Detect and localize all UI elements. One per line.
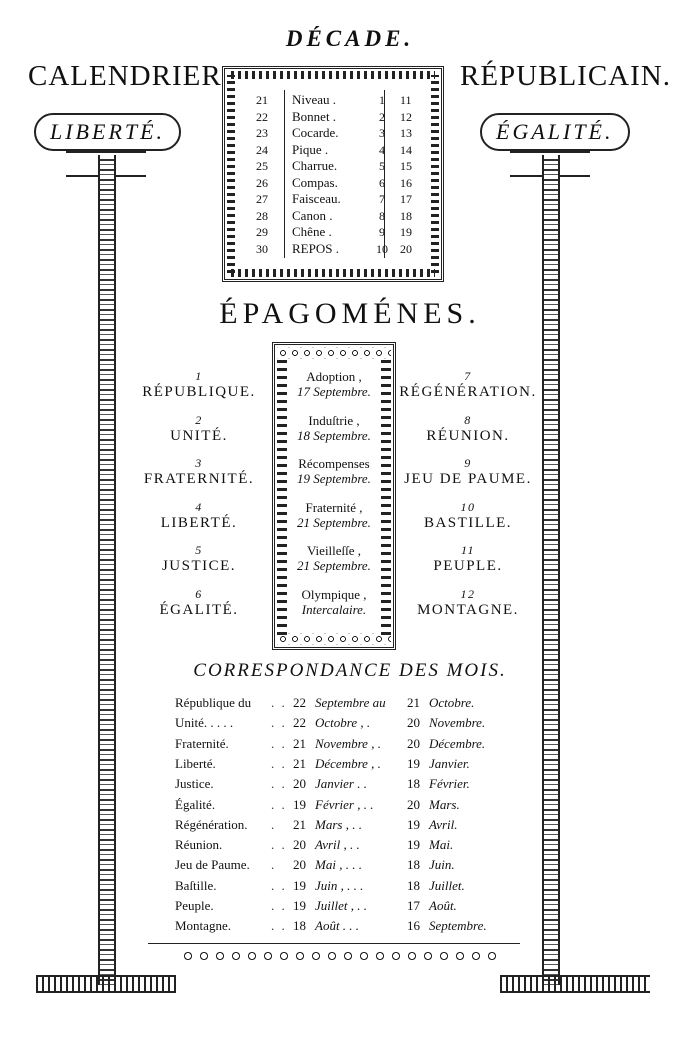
chain-ornament-bottom: [277, 633, 391, 645]
right-column-base: [500, 975, 650, 993]
republican-month: Égalité.: [175, 796, 216, 812]
decade-day-name: Compas.: [292, 174, 338, 190]
decade-row: [256, 241, 426, 257]
date-line-two: 21 Septembre.: [297, 558, 371, 573]
month-correspondence-row: [175, 735, 515, 753]
start-day: 21: [293, 755, 306, 771]
date-line-two: 18 Septembre.: [297, 427, 371, 443]
end-day: 20: [407, 735, 420, 751]
fete-name: MONTAGNE.: [417, 601, 519, 618]
month-correspondence-row: [175, 796, 515, 814]
correspondance-title: CORRESPONDANCE DES MOIS.: [193, 660, 507, 681]
end-month: Avril.: [429, 816, 458, 832]
start-day: 21: [293, 735, 306, 751]
fete-name: ÉGALITÉ.: [159, 601, 239, 618]
start-month: Janvier . .: [315, 776, 367, 792]
frame-ornament-top: [231, 71, 435, 79]
date-line-one: Induſtrie ,: [308, 412, 360, 428]
decade-row: [256, 142, 426, 158]
month-correspondence-row: [175, 856, 515, 874]
leader-dots: . .: [271, 776, 287, 792]
decade-second-number: 12: [400, 109, 412, 124]
fete-name: JUSTICE.: [161, 558, 237, 574]
decade-day-number: 23: [256, 126, 268, 140]
end-month: Mars.: [429, 796, 460, 812]
decade-second-number: 14: [400, 142, 412, 157]
date-line-one: Fraternité ,: [305, 499, 363, 515]
decade-row: [256, 208, 426, 224]
footer-ornament: [180, 950, 500, 962]
decade-title: DÉCADE.: [285, 26, 415, 51]
end-month: Janvier.: [429, 755, 470, 771]
date-line-one: Olympique ,: [301, 586, 367, 602]
decade-day-number: 25: [256, 159, 268, 173]
motto-egalite: ÉGALITÉ.: [480, 113, 630, 151]
start-day: 18: [293, 918, 306, 934]
sansculottide-right: [398, 368, 538, 400]
end-month: Mai.: [429, 837, 454, 853]
fete-number: 7: [464, 369, 472, 383]
date-line-two: 21 Septembre.: [297, 514, 371, 530]
fete-name: LIBERTÉ.: [160, 514, 238, 531]
frame-ornament-left: [227, 75, 235, 273]
republicain-heading: RÉPUBLICAIN.: [460, 60, 671, 92]
decade-second-number: 19: [400, 225, 412, 239]
fete-number: 4: [195, 499, 203, 514]
start-month: Mai , . . .: [315, 857, 362, 873]
decade-first-number: 2: [379, 109, 385, 124]
republican-month: République du: [175, 695, 252, 710]
decade-day-number: 22: [256, 109, 268, 124]
decade-day-number: 30: [256, 241, 268, 256]
decade-row: [256, 109, 426, 125]
sansculottide-right: [398, 586, 538, 618]
start-month: Avril , . .: [315, 837, 360, 853]
end-day: 21: [407, 695, 420, 710]
end-day: 18: [407, 877, 420, 893]
fete-number: 3: [195, 456, 203, 470]
decade-second-number: 15: [400, 159, 412, 173]
end-day: 16: [407, 918, 420, 934]
republican-month: Liberté.: [175, 755, 216, 771]
month-correspondence-row: [175, 917, 515, 935]
start-month: Août . . .: [315, 918, 360, 934]
month-correspondence-row: [175, 694, 515, 712]
leader-dots: .: [271, 816, 277, 832]
end-month: Août.: [429, 898, 457, 913]
sansculottide-left: [128, 368, 270, 400]
decade-day-name: Faisceau.: [292, 191, 341, 206]
decade-row: [256, 158, 426, 174]
sansculottide-left: [128, 412, 270, 444]
leader-dots: . .: [271, 837, 287, 853]
decade-day-number: 26: [256, 175, 268, 190]
end-month: Juin.: [429, 857, 455, 873]
fete-number: 8: [464, 412, 472, 427]
sansculottide-date: [274, 413, 394, 443]
start-month: Novembre , .: [315, 735, 381, 751]
sansculottide-right: [398, 412, 538, 444]
start-day: 22: [293, 715, 306, 731]
sansculottide-right: [398, 542, 538, 574]
leader-dots: . .: [271, 755, 287, 771]
decade-day-name: REPOS .: [292, 240, 339, 256]
end-month: Décembre.: [429, 735, 486, 751]
bottom-rule: [148, 943, 520, 944]
start-month: Juillet , . .: [315, 898, 367, 913]
decade-day-name: Cocarde.: [292, 125, 339, 140]
end-month: Octobre.: [429, 695, 475, 710]
end-day: 18: [407, 776, 420, 792]
end-month: Septembre.: [429, 918, 487, 934]
sansculottide-left: [128, 586, 270, 618]
decade-first-number: 3: [379, 126, 385, 140]
decade-day-name: Bonnet .: [292, 108, 337, 124]
month-correspondence-row: [175, 714, 515, 732]
decade-day-name: Chêne .: [292, 224, 332, 239]
decade-second-number: 20: [400, 241, 412, 256]
start-day: 22: [293, 695, 306, 710]
decade-first-number: 1: [379, 93, 385, 107]
end-month: Novembre.: [429, 715, 486, 731]
sansculottide-right: [398, 499, 538, 531]
decade-first-number: 5: [379, 159, 385, 173]
start-day: 21: [293, 816, 306, 832]
fete-name: UNITÉ.: [170, 427, 228, 444]
decade-first-number: 6: [379, 175, 385, 190]
month-correspondence-row: [175, 775, 515, 793]
chain-ornament-top: [277, 347, 391, 359]
start-month: Juin , . . .: [315, 877, 364, 893]
end-day: 19: [407, 816, 420, 832]
sansculottide-date: [274, 587, 394, 617]
leader-dots: . .: [271, 898, 287, 913]
calendrier-heading: CALENDRIER: [28, 60, 222, 92]
sansculottide-date: [274, 456, 394, 486]
end-day: 20: [407, 796, 420, 812]
sansculottide-date: [274, 369, 394, 399]
sansculottide-left: [128, 542, 270, 574]
month-correspondence-row: [175, 836, 515, 854]
republican-month: Unité. . . . .: [175, 715, 234, 731]
date-line-one: Récompenses: [298, 456, 370, 471]
right-ornamental-column: [542, 155, 560, 985]
decade-day-number: 21: [256, 93, 268, 107]
fete-number: 12: [460, 586, 476, 601]
republican-month: Régénération.: [175, 816, 248, 832]
decade-day-name: Canon .: [292, 207, 333, 223]
frame-ornament-right: [431, 75, 439, 273]
start-month: Octobre , .: [315, 715, 371, 731]
leader-dots: . .: [271, 918, 287, 934]
republican-month: Jeu de Paume.: [175, 857, 250, 873]
sansculottide-left: [128, 455, 270, 487]
start-day: 20: [293, 857, 306, 873]
decade-day-name: Niveau .: [292, 92, 337, 107]
epagomenes-title: ÉPAGOMÉNES.: [219, 297, 481, 330]
leader-dots: . .: [271, 796, 287, 812]
decade-second-number: 16: [400, 175, 412, 190]
month-correspondence-row: [175, 755, 515, 773]
decade-first-number: 10: [376, 241, 388, 256]
month-correspondence-row: [175, 897, 515, 915]
end-day: 19: [407, 837, 420, 853]
fete-number: 6: [195, 586, 203, 601]
decade-first-number: 9: [379, 225, 385, 239]
start-day: 20: [293, 776, 306, 792]
left-column-base: [36, 975, 176, 993]
start-month: Décembre , .: [315, 755, 381, 771]
fete-name: RÉPUBLIQUE.: [142, 384, 256, 400]
left-ornamental-column: [98, 155, 116, 985]
republican-month: Justice.: [175, 776, 214, 792]
end-month: Février.: [429, 776, 470, 792]
month-correspondence-row: [175, 816, 515, 834]
start-month: Février , . .: [315, 796, 374, 812]
fete-name: RÉUNION.: [426, 427, 510, 444]
date-line-two: 19 Septembre.: [297, 471, 371, 486]
leader-dots: .: [271, 857, 277, 873]
sansculottide-date: [274, 543, 394, 573]
fete-number: 10: [460, 499, 476, 514]
republican-month: Réunion.: [175, 837, 223, 853]
decade-second-number: 17: [400, 192, 412, 206]
end-day: 17: [407, 898, 420, 913]
republican-month: Baſtille.: [175, 877, 217, 893]
fete-number: 9: [464, 456, 472, 470]
end-month: Juillet.: [429, 877, 465, 893]
decade-day-name: Pique .: [292, 141, 329, 157]
decade-row: [256, 224, 426, 240]
decade-first-number: 4: [379, 142, 385, 157]
sansculottide-right: [398, 455, 538, 487]
decade-row: [256, 175, 426, 191]
decade-row: [256, 191, 426, 207]
decade-second-number: 13: [400, 126, 412, 140]
republican-month: Montagne.: [175, 918, 231, 934]
decade-row: [256, 92, 426, 108]
start-day: 19: [293, 877, 306, 893]
month-correspondence-row: [175, 877, 515, 895]
fete-name: BASTILLE.: [423, 514, 513, 531]
leader-dots: . .: [271, 877, 287, 893]
decade-first-number: 7: [379, 192, 385, 206]
decade-row: [256, 125, 426, 141]
date-line-two: 17 Septembre.: [297, 384, 371, 399]
decade-second-number: 18: [400, 208, 412, 223]
leader-dots: . .: [271, 715, 287, 731]
decade-day-number: 27: [256, 192, 268, 206]
leader-dots: . .: [271, 735, 287, 751]
fete-number: 5: [195, 543, 203, 557]
date-line-one: Adoption ,: [306, 369, 362, 384]
start-day: 19: [293, 898, 306, 913]
fete-name: PEUPLE.: [433, 558, 503, 574]
decade-day-number: 29: [256, 225, 268, 239]
sansculottide-left: [128, 499, 270, 531]
republican-month: Fraternité.: [175, 735, 229, 751]
sansculottide-date: [274, 500, 394, 530]
leader-dots: . .: [271, 695, 287, 710]
fete-name: JEU DE PAUME.: [404, 471, 532, 487]
fete-name: RÉGÉNÉRATION.: [399, 384, 537, 400]
frame-ornament-bottom: [231, 269, 435, 277]
end-day: 19: [407, 755, 420, 771]
start-month: Septembre au: [315, 695, 386, 710]
decade-day-name: Charrue.: [292, 158, 338, 173]
end-day: 20: [407, 715, 420, 731]
start-day: 20: [293, 837, 306, 853]
start-month: Mars , . .: [315, 816, 362, 832]
fete-number: 1: [195, 369, 203, 383]
decade-first-number: 8: [379, 208, 385, 223]
start-day: 19: [293, 796, 306, 812]
motto-liberte: LIBERTÉ.: [34, 113, 181, 151]
date-line-two: Intercalaire.: [301, 601, 367, 617]
decade-second-number: 11: [400, 93, 412, 107]
decade-day-number: 24: [256, 142, 268, 157]
fete-name: FRATERNITÉ.: [143, 471, 255, 487]
date-line-one: Vieilleſſe ,: [306, 543, 362, 558]
decade-day-number: 28: [256, 208, 268, 223]
fete-number: 2: [195, 412, 203, 427]
republican-month: Peuple.: [175, 898, 214, 913]
end-day: 18: [407, 857, 420, 873]
fete-number: 11: [460, 543, 476, 557]
